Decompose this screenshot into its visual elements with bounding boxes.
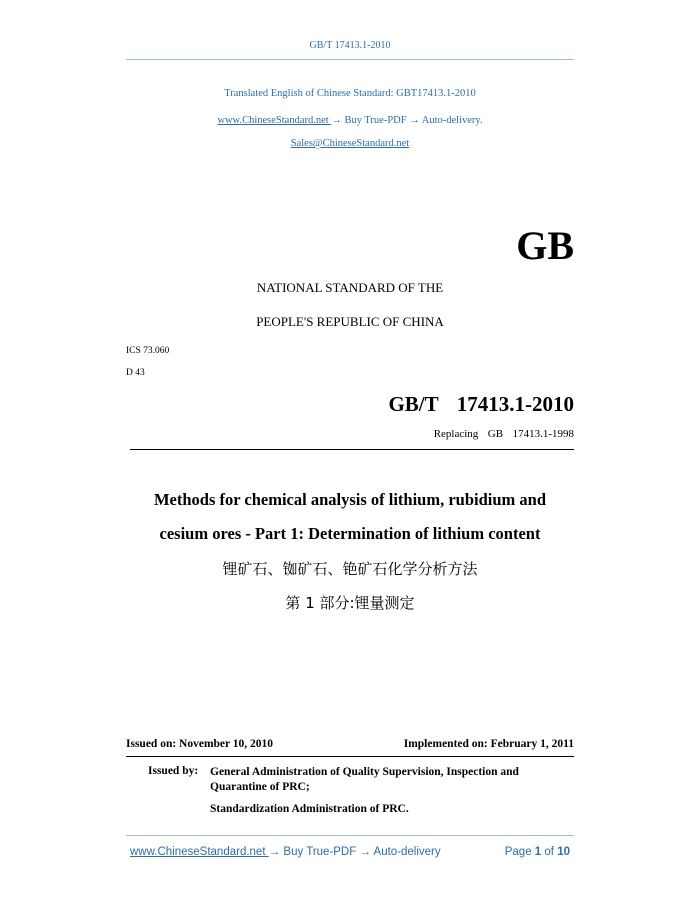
page-label: Page	[504, 846, 532, 858]
replacing-note: Replacing GB 17413.1-1998	[433, 428, 574, 440]
title-en-line2: cesium ores - Part 1: Determination of lithium content	[159, 524, 541, 543]
of-label: of	[544, 846, 554, 858]
issued-by-org-2: Standardization Administration of PRC.	[210, 803, 409, 815]
gb-mark: GB	[516, 223, 574, 268]
buy-text: → Buy True-PDF → Auto-delivery.	[331, 115, 483, 126]
header-doc-code: GB/T 17413.1-2010	[309, 40, 391, 51]
standard-number: GB/T 17413.1-2010	[388, 392, 574, 416]
page-indicator	[505, 846, 570, 858]
ccs-code: D 43	[126, 368, 145, 378]
header-divider	[126, 59, 574, 60]
page-total: 10	[557, 846, 570, 858]
footer-site-link[interactable]: www.ChineseStandard.net	[130, 846, 269, 858]
national-standard-line2: PEOPLE'S REPUBLIC OF CHINA	[256, 314, 444, 329]
standard-divider	[130, 449, 574, 450]
promo-links-line	[0, 115, 700, 126]
footer-buy-text: → Buy True-PDF → Auto-delivery	[268, 846, 441, 858]
footer-links	[130, 846, 441, 858]
footer-divider	[126, 835, 574, 836]
issued-on: Issued on: November 10, 2010	[126, 738, 274, 750]
ics-code: ICS 73.060	[126, 346, 170, 356]
page-number: 1	[534, 846, 542, 858]
email-line	[0, 138, 700, 149]
issued-by-label: Issued by:	[148, 765, 199, 777]
title-cn-line1: 锂矿石、铷矿石、铯矿石化学分析方法	[222, 560, 478, 578]
dates-divider	[126, 756, 574, 757]
translated-notice: Translated English of Chinese Standard: GBT17413.1-2010	[224, 88, 476, 99]
issued-by-org-1: General Administration of Quality Supervision, Inspection and Quarantine of PRC;	[210, 766, 519, 793]
title-cn-line2: 第 1 部分:锂量测定	[285, 594, 415, 612]
site-link[interactable]: www.ChineseStandard.net	[217, 115, 332, 126]
email-link[interactable]: Sales@ChineseStandard.net	[290, 138, 410, 149]
national-standard-line1: NATIONAL STANDARD OF THE	[256, 280, 444, 295]
title-en-line1: Methods for chemical analysis of lithium, rubidium and	[153, 490, 547, 509]
implemented-on: Implemented on: February 1, 2011	[403, 738, 574, 750]
